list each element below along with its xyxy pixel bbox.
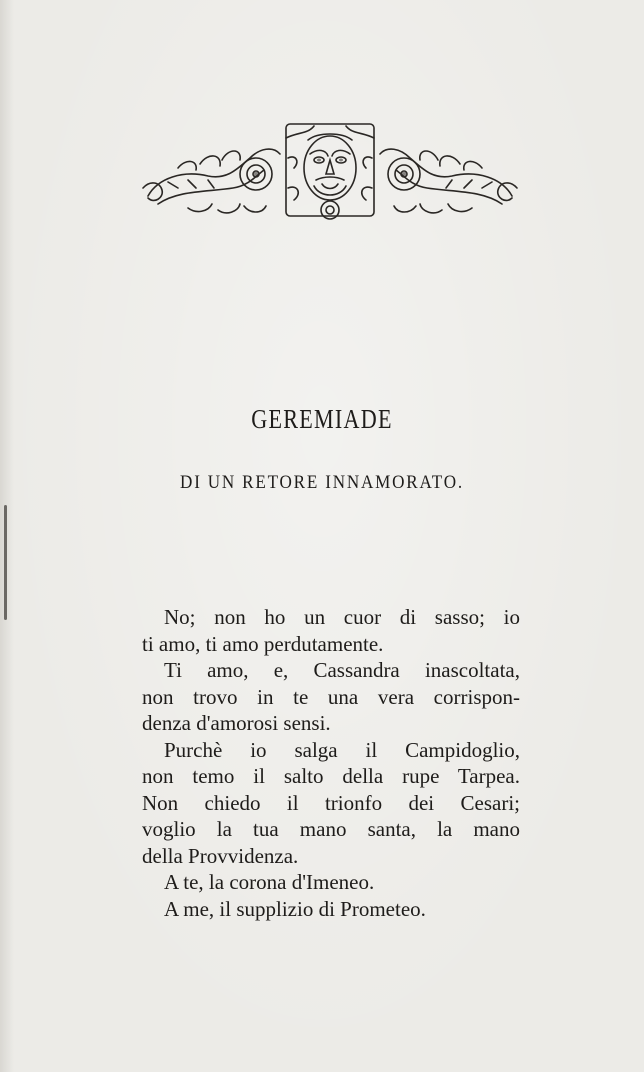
text-line: ti amo, ti amo perdutamente.: [142, 631, 384, 656]
text-line: non temo il salto della rupe Tarpea.: [142, 764, 520, 788]
text-line: Non chiedo il trionfo dei Cesari;: [142, 790, 520, 815]
poem-text: [142, 604, 520, 922]
text-line: denza d'amorosi sensi.: [142, 711, 331, 735]
text-line: non trovo in te una vera corrispon-: [142, 684, 520, 709]
text-line: Ti amo, e, Cassandra inascoltata,: [164, 658, 520, 682]
grotesque-mask-ornament-icon: [138, 118, 522, 222]
page-subtitle: DI UN RETORE INNAMORATO.: [180, 472, 464, 493]
page-left-edge: [0, 0, 14, 1072]
page-title: GEREMIADE: [251, 404, 393, 434]
text-line: Purchè io salga il Campidoglio,: [164, 737, 520, 762]
text-line: A te, la corona d'Imeneo.: [164, 870, 375, 894]
text-line: No; non ho un cuor di sasso; io: [164, 605, 520, 629]
text-line: A me, il supplizio di Prometeo.: [164, 896, 426, 921]
text-line: della Provvidenza.: [142, 843, 299, 868]
binding-mark: [4, 505, 7, 620]
text-line: voglio la tua mano santa, la mano: [142, 817, 520, 841]
